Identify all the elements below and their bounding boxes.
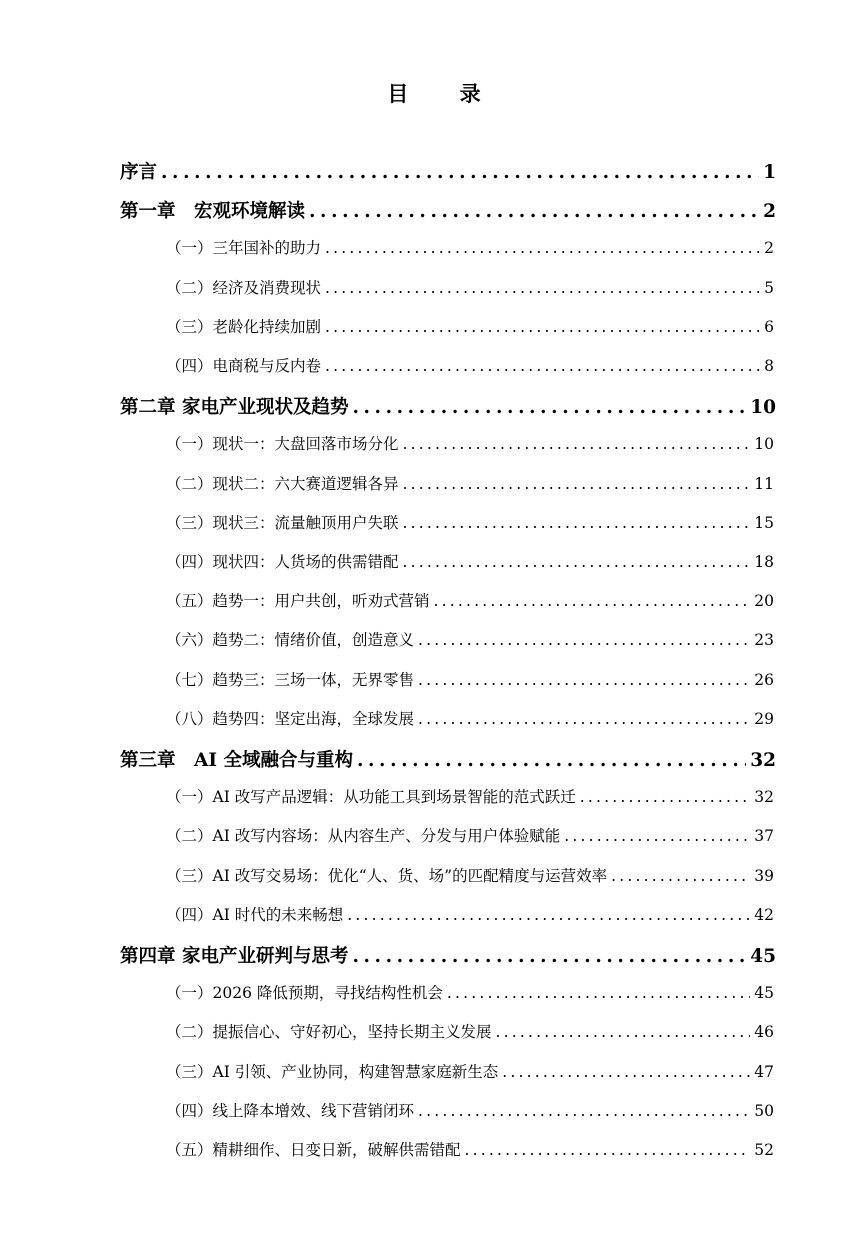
toc-entry-label: 第二章 家电产业现状及趋势: [120, 397, 349, 419]
toc-page-number: 47: [754, 1062, 774, 1081]
toc-dot-leader: [418, 631, 750, 649]
toc-chapter-entry[interactable]: [120, 746, 776, 772]
toc-section-entry[interactable]: [166, 276, 774, 298]
toc-entry-label: 第三章 AI 全域融合与重构: [120, 750, 353, 771]
toc-section-entry[interactable]: [166, 824, 774, 846]
toc-page-number: 5: [764, 278, 774, 297]
toc-page-number: 50: [754, 1101, 774, 1120]
toc-page-number: 37: [754, 827, 774, 846]
toc-dot-leader: [309, 201, 759, 222]
toc-page-number: 45: [750, 946, 776, 967]
toc-dot-leader: [325, 357, 760, 375]
toc-section-entry[interactable]: [166, 315, 774, 337]
toc-section-entry[interactable]: [166, 236, 774, 258]
toc-entry-label: （四）线上降本增效、线下营销闭环: [166, 1101, 415, 1120]
toc-dot-leader: [434, 592, 751, 610]
toc-page-number: 2: [763, 201, 776, 223]
toc-section-entry[interactable]: [166, 511, 774, 533]
toc-dot-leader: [403, 435, 751, 453]
toc-page-number: 45: [754, 984, 774, 1003]
toc-page-number: 2: [764, 239, 774, 258]
toc-entry-label: （一）三年国补的助力: [166, 239, 322, 258]
toc-page-number: 1: [763, 162, 776, 183]
toc-entry-label: （一）2026 降低预期，寻找结构性机会: [166, 984, 443, 1003]
toc-dot-leader: [325, 239, 760, 257]
toc-entry-label: （二）经济及消费现状: [166, 278, 322, 297]
toc-dot-leader: [325, 279, 760, 297]
toc-entry-label: （八）趋势四：坚定出海，全球发展: [166, 709, 415, 728]
toc-page-number: 15: [754, 513, 774, 532]
toc-page-number: 20: [754, 592, 774, 611]
toc-dot-leader: [403, 553, 751, 571]
toc-entry-label: （五）趋势一：用户共创，听劝式营销: [166, 592, 430, 611]
toc-page-number: 42: [754, 905, 774, 924]
toc-page-number: 39: [754, 866, 774, 885]
toc-entry-label: （四）现状四：人货场的供需错配: [166, 553, 399, 571]
toc-dot-leader: [352, 397, 746, 418]
toc-section-entry[interactable]: [166, 668, 774, 690]
toc-section-entry[interactable]: [166, 1099, 774, 1121]
toc-dot-leader: [465, 1141, 751, 1159]
toc-entry-label: （三）老龄化持续加剧: [166, 317, 322, 336]
toc-page-number: 8: [764, 357, 774, 375]
toc-chapter-entry[interactable]: [120, 197, 776, 223]
toc-entry-label: （七）趋势三：三场一体，无界零售: [166, 670, 415, 689]
toc-section-entry[interactable]: [166, 432, 774, 454]
toc-section-entry[interactable]: [166, 1060, 774, 1082]
toc-entry-label: （六）趋势二：情绪价值，创造意义: [166, 631, 415, 650]
toc-page-number: 29: [754, 709, 774, 728]
toc-section-entry[interactable]: [166, 785, 774, 807]
toc-dot-leader: [564, 827, 750, 845]
toc-page-number: 10: [750, 397, 776, 419]
toc-entry-label: （一）AI 改写产品逻辑：从功能工具到场景智能的范式跃迁: [166, 788, 576, 807]
toc-dot-leader: [580, 788, 751, 806]
toc-page-number: 46: [754, 1023, 774, 1042]
toc-dot-leader: [418, 710, 750, 728]
toc-dot-leader: [403, 514, 751, 532]
toc-section-entry[interactable]: [166, 707, 774, 729]
toc-page-number: 52: [754, 1141, 774, 1159]
toc-section-entry[interactable]: [166, 864, 774, 886]
toc-dot-leader: [352, 946, 746, 967]
toc-entry-label: （二）AI 改写内容场：从内容生产、分发与用户体验赋能: [166, 827, 561, 846]
toc-section-entry[interactable]: [166, 903, 774, 925]
toc-entry-label: （一）现状一：大盘回落市场分化: [166, 435, 399, 454]
toc-section-entry[interactable]: [166, 981, 774, 1003]
toc-entry-label: 序言: [120, 162, 158, 183]
toc-section-entry[interactable]: [166, 628, 774, 650]
toc-section-entry[interactable]: [166, 354, 774, 376]
toc-page-number: 23: [754, 631, 774, 650]
toc-entry-label: 第一章 宏观环境解读: [120, 201, 306, 223]
toc-page-number: 32: [750, 750, 776, 771]
toc-entry-label: （四）电商税与反内卷: [166, 357, 322, 375]
toc-entry-label: （四）AI 时代的未来畅想: [166, 905, 344, 924]
toc-section-entry[interactable]: [166, 1138, 774, 1160]
toc-entry-label: （二）现状二：六大赛道逻辑各异: [166, 474, 399, 493]
toc-dot-leader: [161, 162, 759, 183]
toc-section-entry[interactable]: [166, 1020, 774, 1042]
toc-dot-leader: [347, 906, 750, 924]
toc-entry-label: 第四章 家电产业研判与思考: [120, 946, 349, 967]
toc-section-entry[interactable]: [166, 472, 774, 494]
toc-page-number: 6: [764, 317, 774, 336]
toc-chapter-entry[interactable]: [120, 393, 776, 419]
toc-entry-label: （二）提振信心、守好初心，坚持长期主义发展: [166, 1023, 492, 1042]
toc-dot-leader: [496, 1023, 751, 1041]
toc-page-number: 32: [754, 788, 774, 807]
toc-dot-leader: [418, 671, 750, 689]
toc-chapter-entry[interactable]: [120, 158, 776, 184]
toc-dot-leader: [357, 750, 746, 771]
toc-page-number: 26: [754, 670, 774, 689]
toc-section-entry[interactable]: [166, 550, 774, 572]
toc-entry-label: （三）现状三：流量触顶用户失联: [166, 513, 399, 532]
toc-dot-leader: [502, 1063, 750, 1081]
toc-entry-label: （三）AI 改写交易场：优化“人、货、场”的匹配精度与运营效率: [166, 866, 608, 885]
toc-title: 目 录: [387, 81, 503, 106]
toc-page-number: 18: [754, 553, 774, 571]
toc-section-entry[interactable]: [166, 589, 774, 611]
toc-dot-leader: [403, 475, 751, 493]
toc-dot-leader: [447, 984, 750, 1002]
toc-page-number: 10: [754, 435, 774, 454]
toc-chapter-entry[interactable]: [120, 942, 776, 968]
toc-entry-label: （三）AI 引领、产业协同，构建智慧家庭新生态: [166, 1062, 499, 1081]
toc-dot-leader: [325, 318, 760, 336]
toc-entry-label: （五）精耕细作、日变日新，破解供需错配: [166, 1141, 461, 1159]
toc-dot-leader: [611, 867, 750, 885]
toc-page-number: 11: [754, 474, 774, 493]
toc-dot-leader: [418, 1102, 750, 1120]
